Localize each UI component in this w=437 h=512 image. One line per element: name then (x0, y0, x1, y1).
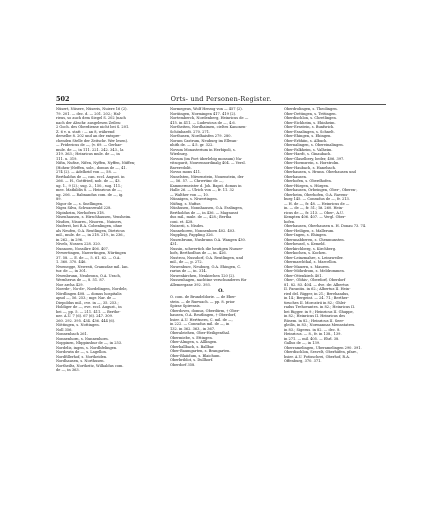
index-line: Kammermeister d. Joh. Bapst. domus in (170, 183, 242, 188)
index-line: de —, in 363. (56, 368, 80, 372)
index-line: Nortemberch, Nordenberg, Heinricus de — (170, 116, 249, 120)
index-line: 81. 82. 83. 404. — dve. de: Albertus (284, 282, 349, 287)
index-line: Nunelsten, Nüwenstein, Nouenstein, der (170, 174, 244, 179)
header-rule (56, 104, 386, 105)
index-line: Oberhausen, Oberhausen u. H. Donau 73. 74. (284, 224, 367, 228)
index-line: 266. — H., Gottfried, nob. de —, 43. (56, 179, 121, 183)
index-line: Ober-, Obhis-, Oberdorf, Oberdorf (284, 278, 346, 282)
index-line: mule. de —, in 111. 221. 242. 343., la (56, 147, 124, 152)
index-line: Ober-Ingen, s. Ehingen. (284, 233, 327, 237)
index-line: 89. (56, 197, 62, 201)
index-column-1 (56, 107, 158, 407)
index-line: 37. 58. — E. de —, 5. 61. 62. — O.A. (56, 255, 121, 260)
index-line: ner. A.U. 7 (6). 67 (6). 247. 309. (56, 314, 114, 318)
index-line: ug. 1., 9 (2).; sug. 2., 150., sug. 111.; (56, 183, 123, 188)
index-line: chenden Stelle der Zeitschr. Wer lesen). (56, 138, 129, 143)
index-line: Oberhausen, Orbeingen, Ober-, Oberen-, (284, 188, 358, 192)
index-line: Northeiltz, Northeitz, Wilhaldus com. (56, 363, 124, 368)
index-line: Ober-Almgen, s. Alllingen. (170, 340, 218, 344)
index-line: Gallus de —, in 139. (284, 341, 321, 345)
index-line: Oberkirchberg, s. Kirchberg. (284, 246, 337, 251)
index-line: Wernherus de —, 8. 51. 87. (56, 278, 105, 282)
index-column-2 (170, 107, 272, 407)
index-line: Allemergane 392. 393. (170, 282, 211, 287)
index-line: Obermarchthal, s. Marcellon. (284, 260, 338, 264)
index-line: Nuwenkirchen, Neukirchen 120 (2). (170, 273, 235, 278)
index-line: Novus mons 411. (170, 170, 202, 174)
index-line: (Hohen-)Neffen, sole., domus de —, 41. (56, 165, 127, 170)
index-line: Halle 26. — Ulrich von —, fr. 11. 32 (170, 188, 235, 192)
index-line: coni. et. 428. (170, 219, 194, 224)
index-line: Oberkochen, s. Kochen. (284, 251, 327, 255)
index-line: Nisdies, Nisurrn., Nisoren., Nuiners, (56, 219, 123, 224)
index-line: Nünhusen, Nonnhausen, O.A. Esslingen, (170, 206, 243, 210)
index-line: hausen, O.A. Reutlingen, † Oberdorf, (170, 313, 237, 317)
index-line: Ober-Dettingen, s. Tettingen. (284, 111, 337, 116)
index-line: ried del. Rigger, in 21.; Berehandus, (284, 291, 350, 296)
index-line: ricus de —, fr. 213. — Ober-, A.U. (284, 210, 344, 215)
index-line: Norum Castrum, Neuburg im Ellwan- (170, 138, 238, 143)
index-line: Noerde-, No-de-, Nordelingen, Nordele, (56, 287, 128, 291)
index-line: Ober-Blaiidum, s. Blaichum. (170, 353, 221, 358)
index-line: Noll 356. (56, 327, 73, 332)
index-line: Nustrou, Nussdorf, O.A. Reutlingen, und (170, 255, 243, 260)
index-line: Nördlingen 408. — domus hospitalis (56, 291, 122, 296)
index-line: Ober-Hardt, s. Ginaubach. (284, 152, 332, 156)
index-line: Oberballbach, s. Ballbar. (170, 344, 215, 349)
index-line: ug. 206. — Rabnandus com. de —, ig. (56, 192, 124, 197)
index-line: in 271. — mil. 405. — Ehrl. 38. (284, 336, 340, 341)
index-line: Ober-Ernstein, s. Bunfsrich. (284, 125, 335, 129)
index-line: in 83.; Sigerus. in 82. — dec. 8. (284, 327, 341, 332)
index-line: 431. (170, 242, 178, 246)
index-line: Nigor de —, s. Snellingen. (56, 201, 104, 206)
index-line: als Neufen, O.A. Reutlingen, Dietricus (56, 228, 125, 233)
index-line: 260. 292. 395. 434. 436. 444 (6). (56, 318, 116, 323)
index-line: Ober-Falkheim, s. Valheim. (284, 147, 333, 152)
index-line: Rüsem. in 82.; Heinricus II. Seer- (284, 318, 345, 323)
index-line: Diepoldus mil., cve. in —, 35. 253.; (56, 300, 119, 305)
index-line: Nivels, Nossen 228. 320. (56, 242, 101, 246)
index-line: 111. u. 319. (56, 156, 78, 161)
index-line: in 82.; Heinricus II. Heinricus des (284, 314, 346, 318)
index-line: Bertholdus de —, in 436. — Magnusst (170, 210, 239, 215)
index-line: Oberheim, Oberhofen, O.A. Ravens- (284, 192, 349, 197)
index-line: Nordowin de —, s. Lagellon. (56, 350, 107, 354)
index-line: Oberheusel, s. Kemeld. (284, 242, 326, 246)
index-line: Nuppling, Pappling 326. (170, 233, 214, 237)
index-line: O. com. de Brundeldorie. — de Eber- (170, 295, 237, 299)
index-line: —, 56. 57. — Chrwrtinc de —, (170, 179, 224, 183)
index-line: — Walther von —, 10. (170, 192, 209, 197)
index-line: tur. de —, in 301. (56, 269, 88, 273)
index-line: Nordelis, ingen, s. Nordhfelingen. (56, 345, 118, 350)
index-line: Nöttingen, s. Nottingen. (56, 323, 100, 327)
index-line: 1. 360. 370. 446. (56, 260, 87, 264)
index-line: Northeiten, Nordhaimen, cieltes Kanonen- (170, 125, 247, 129)
index-line: mil., de —, p. 272. (170, 260, 203, 264)
index-line: Ober-Eichheim, s. Ehinheim. (284, 120, 336, 125)
index-line: Oberdischlon, s. Chretlingen. (284, 116, 337, 120)
index-line: nach der Abschr. ausgelesen Zeilen: (56, 120, 122, 125)
page-title: Orts- und Personen-Register. (170, 95, 272, 103)
index-line: Novum (im Port überlebig monsum) Na- (170, 156, 243, 161)
index-line: Schönbardt. 270. 271. (170, 129, 211, 134)
index-line: Northusen, Nordhaisfen 279. 280. (170, 134, 232, 138)
index-line: Wirzburg. (170, 152, 188, 156)
index-line: Ober-Ehingen, s. Ehingen. (284, 134, 332, 138)
index-line: Spirae Spirensis. (170, 304, 201, 308)
index-line: Nordhausen, s. Northusen. (56, 359, 105, 363)
index-line: Oberdrolingen, s. Theolingen. (284, 107, 338, 111)
index-line: Ober-Ottenkirch 401. (284, 273, 323, 278)
index-line: Ober-Erbhiin, s. Albuch. (284, 138, 328, 143)
index-line: Ober-Essalingen, s. Schnelt. (284, 129, 335, 134)
index-line: nhith de. — 4.5. gr. 322. (170, 143, 214, 147)
index-line: Ober-Glaselbery, beder, 406. 397. (284, 156, 345, 161)
index-line: mil., mule. de —, in 218. 219., in 236., (56, 233, 125, 237)
index-line: Nuiferst, bei R.A. Cobenlingen, ohne (56, 224, 123, 228)
index-line: tiruches II. Morcatrii in 82.; Ghlei- (284, 300, 347, 305)
index-line: Novum Monasterium in Herbipoli, s. (170, 147, 236, 152)
index-line: 319. 363.; Heinricus mule. de —, in (56, 152, 120, 156)
index-line: Ober-Heiligen, s. Mallerum. (284, 228, 335, 233)
index-line: Ober-Möhrdrom, s. Meldrommen. (284, 269, 345, 273)
index-line: Nwenegge, Newesti, Cramsdae mil. Ian. (56, 264, 129, 269)
index-line: Nusenbrunn, Nusbrunn O.A. Wangen 430. (170, 237, 246, 242)
index-line: rarius de —, in. 314. (170, 269, 207, 273)
index-line: Ober-Hormsrein, s. Horstrolm. (284, 161, 340, 165)
page-header (56, 94, 386, 104)
index-line: vitsopurit, Nouvennordinalg 404. — Versl. (170, 161, 246, 165)
index-line: 79. 201. — dec. d. — 201. 202.; Hal- (56, 111, 122, 116)
index-line: Oberdischlon, Sesvelt, Oberhüfen, pfarr., (284, 350, 358, 354)
index-line: hsier. A.U. Herttnern, C. mil. de —, (170, 317, 233, 322)
index-line: Nussin, schwertich die heutigen Nusser- (170, 246, 244, 251)
index-line: Nifin, Nufise, Nifen, Nyffen, Nyffen, Nüffen; (56, 161, 136, 165)
index-line: Heinricus. — 8., fr. in 138., 139. (284, 332, 342, 336)
index-line: Nvwertingen, Nawertingen, Nürtingen (56, 251, 127, 255)
index-line: in 14.; Bergeint. — 24. 71.; Berther- (284, 296, 349, 300)
index-line: in. — de —, fr. 51.; lit. 260. Hein- (284, 206, 344, 210)
index-line: Oberramelingen, Überamelingen 290. 391. (284, 345, 362, 350)
index-line: bei Rigger. in 9.; Heinricus II. Ghuppe, (284, 309, 354, 314)
index-line: Z. 6 v. u. statt : — an 8, während (56, 129, 115, 134)
index-line: mee. Mathildis 8. — Heinricus de —, (56, 188, 122, 192)
index-line: Nunnehoren, Nonnenhorn 402. 403. (170, 228, 236, 233)
index-line: in 262., in 296. (56, 237, 84, 242)
index-line: rieus, so auch dem Siegel S. 202 (nach (56, 116, 126, 120)
index-line: gleilis, in 83.; Normannas Mennstatres. (284, 323, 356, 327)
index-line: Oberdoves, domus, Oberdürm, † Ober- (170, 308, 240, 313)
index-column-3 (284, 107, 386, 407)
index-line: Baveredolit. (170, 165, 192, 170)
index-line: Noe archa 429. (56, 282, 84, 287)
index-line: radus Trehovantes. in 82.; Heinricus II. (284, 305, 355, 309)
index-line: hofen. (284, 219, 296, 224)
index-line: Noppinen, Nbppinshur de —, in 253. (56, 341, 123, 345)
index-line: — H. de —, fr. 48. — Heinricus de — (284, 201, 350, 206)
index-line: Nünnigen, s. Niwertingen. (170, 197, 218, 201)
index-line: Nipinheim, Nerhofern 318. (56, 210, 105, 215)
index-line: hsier. A.U. Fotisschrei, Oberhof, R.A. (284, 354, 350, 359)
index-line: 132. in 362. 363., in 367. (170, 326, 216, 331)
index-line: Obermiebe, s. Ettingen. (170, 335, 213, 340)
index-line: Nuizerii, s. Nisdes. (170, 224, 205, 228)
index-line: 2 Goch. des Oberdiense nicht bei S. 201. (56, 125, 130, 129)
index-line: burg 145. — Conradus de —, fr. 213. (284, 197, 350, 201)
index-line: derselbe 8. 202 und an der entspre- (56, 134, 121, 138)
index-line: — Fridericus de —, (v. 69. — Gerhar- (56, 143, 123, 147)
index-line: bei —, pp. 5. — 211. 411. — Berthe- (56, 309, 121, 314)
index-line: Berthaldus de —, can. eccl. August. in (56, 174, 125, 179)
index-line: Normegeus, Wolf Herzog von — 457 (2). (170, 107, 243, 111)
section-heading: O. (218, 288, 224, 294)
index-line: Nüsert, Nüsere, Nüseris, Nuiere 16 (2). (56, 107, 128, 111)
index-line: Ober-Hürgen, s. Hürgen. (284, 183, 330, 188)
index-line: Oberhofen, s. Oberdhofen. (284, 179, 332, 183)
index-line: II. Parantiu. in 62.; Albertus II. Hein- (284, 287, 351, 291)
index-line: Nuwenburc, Neuburg, O.A. Ehingen, C. (170, 264, 242, 269)
index-line: hofs, Berthodhus de —, in. 426. (170, 251, 227, 255)
index-line: Nwenbrunn, Neubronn, O.A. Urach, (56, 273, 121, 278)
index-line: Offenburg, 370. 371. (284, 359, 322, 363)
index-line: 274 (2). — Adelheid von —, 58. — (56, 170, 117, 174)
index-line: Norüingen, Normingen 417. 419 (2). (170, 111, 237, 116)
index-line: 415. in 411. — Ludewicus de —, 4.6. (170, 120, 236, 125)
index-line: in 222. — Conradus mil. de —, in (170, 322, 230, 326)
index-line: Oberhausen, s. Hrunn. Oberhausen und (284, 170, 356, 174)
index-line: Nonnenhorn, s. Nunnenhorn. (56, 336, 109, 341)
index-line: Oberbriblot, s. Dullhorf. (170, 358, 214, 362)
index-line: Ober-Baumgarten, s. Brangarten. (170, 349, 231, 353)
index-line: Nonnenbach 261. (56, 332, 88, 336)
index-line: Ober-Leinzmahre, s. Leinzweiler. (284, 255, 344, 260)
index-line: Holdiger de —, eve. eccl. August., in (56, 305, 122, 309)
index-line: Oberaleiehen, Ober-Heiligenthal. (170, 331, 230, 335)
index-line: Nussenhagen, nachtine verschunderes für (170, 278, 247, 282)
index-line: Oberdorf 358. (170, 362, 196, 367)
index-line: Oberhausen. (284, 174, 307, 179)
index-line: Obernalingen, s. Obereinalingen. (284, 143, 344, 147)
index-line: Ober-Mauern, s. Mauren. (284, 264, 330, 269)
index-line: Nunnoen, Nossilire 406. 407. (56, 246, 109, 251)
index-line: Nigra Silva, Schwarzwald 228. (56, 206, 112, 210)
index-line: Ober-Haubach, s. Hanebach. (284, 165, 337, 170)
index-line: Nisenhausen, s. Hirschhausen, Vensheim. (56, 215, 132, 219)
index-line: stein. — de Ruewach. — pp. 8. prior (170, 299, 235, 304)
index-line: apud —, 56. 253.; mgr. Nar. de — (56, 296, 116, 300)
index-line: Nüfing, s. Nufise. (170, 201, 202, 206)
index-line: Kempten 406. 407. — Vergl. Ober- (284, 215, 346, 219)
index-line: Oberunabberen, s. Chenmunsten. (284, 237, 345, 242)
index-line: dus mil., mule. de —, 428.; Bertha (170, 215, 232, 219)
page-number: 502 (56, 95, 70, 103)
index-line: Nordfillerhof, s. Northeiden. (56, 354, 108, 359)
